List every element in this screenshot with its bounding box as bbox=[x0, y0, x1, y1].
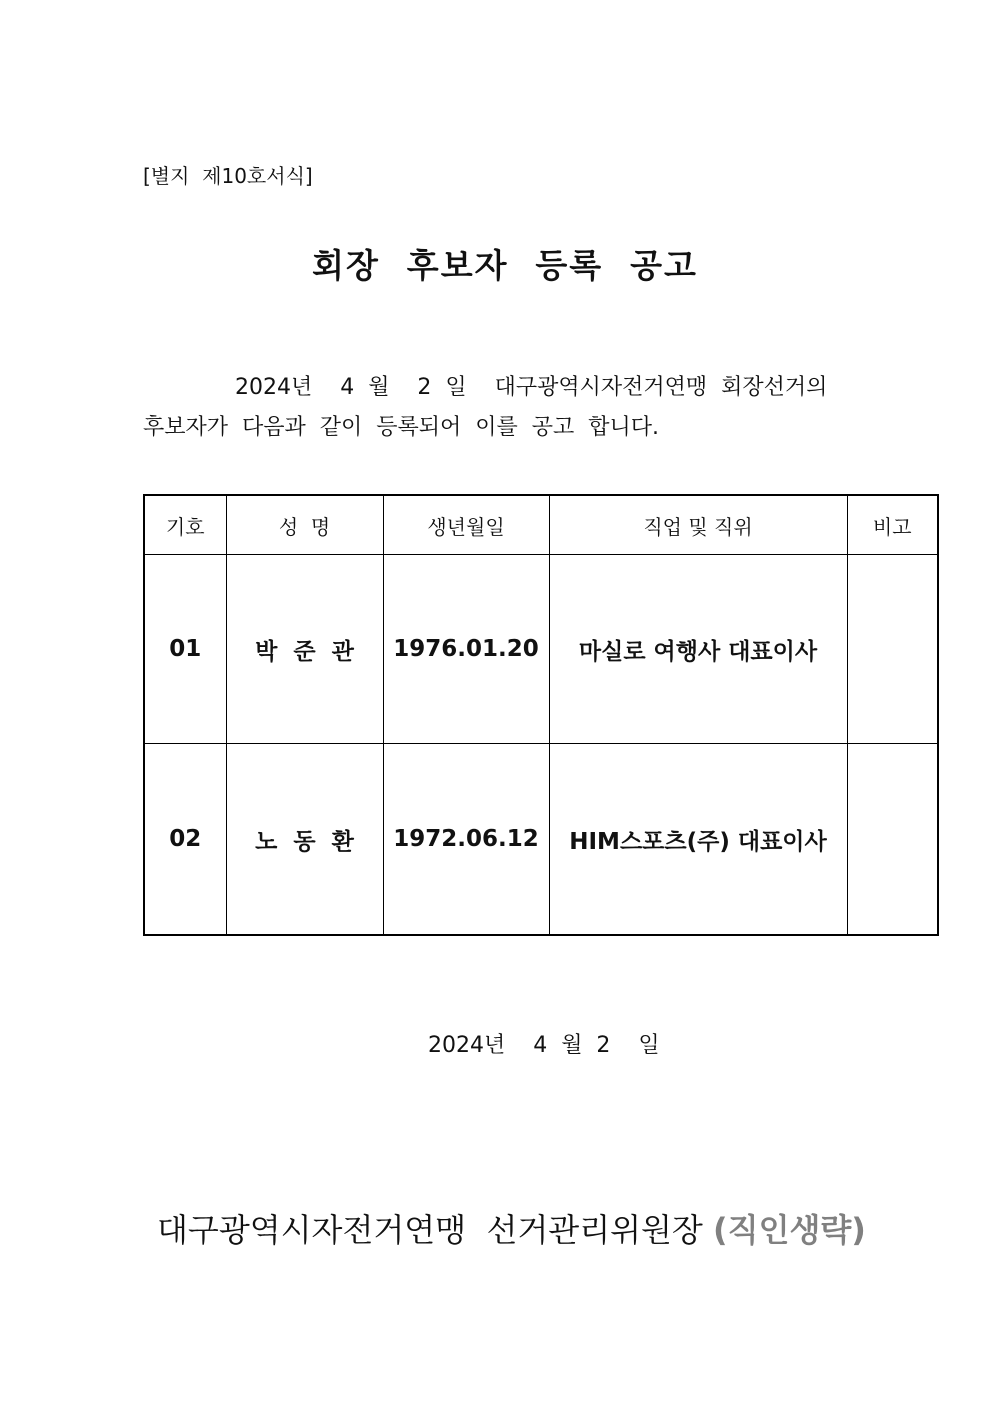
candidate-birthdate: 1972.06.12 bbox=[383, 744, 549, 936]
announcement-text-line-2: 후보자가 다음과 같이 등록되어 이를 공고 합니다. bbox=[143, 415, 659, 440]
header-number: 기호 bbox=[144, 495, 226, 555]
form-number-label: [별지 제10호서식] bbox=[143, 164, 313, 188]
table-row bbox=[144, 555, 938, 744]
header-name: 성 명 bbox=[226, 495, 383, 555]
header-birthdate: 생년월일 bbox=[383, 495, 549, 555]
announcement-text-line-1: 2024년 4 월 2 일 대구광역시자전거연맹 회장선거의 bbox=[235, 375, 828, 400]
candidate-birthdate: 1976.01.20 bbox=[383, 555, 549, 744]
candidate-name: 노 동 환 bbox=[226, 744, 383, 936]
candidate-occupation: HIM스포츠(주) 대표이사 bbox=[549, 744, 847, 936]
announcement-date: 2024년 4 월 2 일 bbox=[428, 1033, 660, 1058]
seal-omitted-note: (직인생략) bbox=[713, 1211, 866, 1249]
header-remarks: 비고 bbox=[847, 495, 938, 555]
candidate-table bbox=[143, 494, 939, 936]
header-occupation: 직업 및 직위 bbox=[549, 495, 847, 555]
table-row bbox=[144, 744, 938, 936]
table-header-row bbox=[144, 495, 938, 555]
candidate-number: 02 bbox=[144, 744, 226, 936]
candidate-remarks bbox=[847, 744, 938, 936]
candidate-name: 박 준 관 bbox=[226, 555, 383, 744]
candidate-number: 01 bbox=[144, 555, 226, 744]
document-title: 회장 후보자 등록 공고 bbox=[312, 246, 698, 285]
signature-block bbox=[157, 1205, 866, 1251]
candidate-remarks bbox=[847, 555, 938, 744]
candidate-occupation: 마실로 여행사 대표이사 bbox=[549, 555, 847, 744]
signer-title: 대구광역시자전거연맹 선거관리위원장 bbox=[157, 1211, 703, 1249]
